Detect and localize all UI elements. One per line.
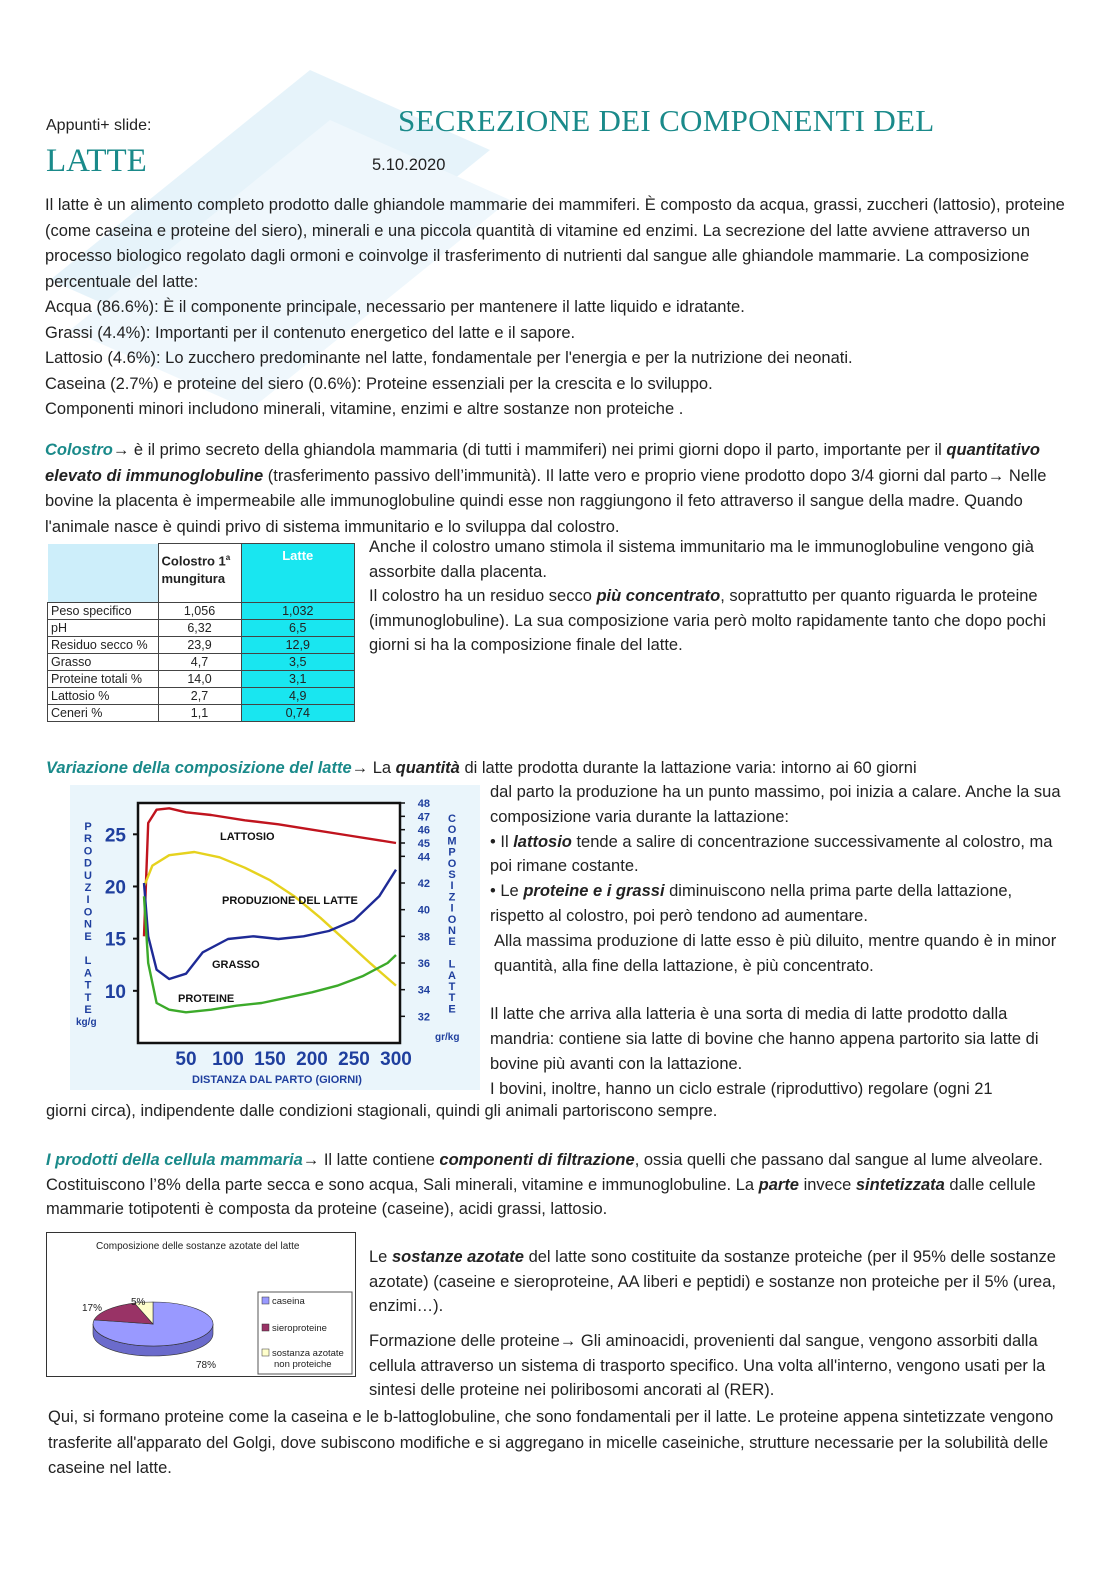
right-axis-letter: Z <box>448 891 456 904</box>
variazione-arrow: → <box>351 759 369 777</box>
x-tick-label: 200 <box>296 1049 328 1070</box>
intro-item-minor: Componenti minori includono minerali, vitamine, enzimi e altre sostanze non proteiche . <box>45 400 684 418</box>
left-axis-label <box>84 821 93 1016</box>
pie-title: Composizione delle sostanze azotate del latte <box>96 1241 300 1252</box>
variazione-heading: Variazione della composizione del latte <box>46 759 352 777</box>
lactation-chart <box>70 785 480 1090</box>
variazione-bullet-1: • Il lattosio tende a salire di concentrazione successivamente al colostro, ma poi rimane costante. <box>490 832 1053 876</box>
intro-item-fat: Grassi (4.4%): Importanti per il contenuto energetico del latte e il sapore. <box>45 323 576 342</box>
y-right-tick-label: 38 <box>417 931 430 944</box>
left-axis-letter: P <box>84 821 92 833</box>
series-label: PROTEINE <box>178 993 235 1005</box>
nitrogen-pie-chart <box>46 1232 356 1377</box>
left-axis-letter: T <box>84 991 92 1004</box>
right-axis-letter: I <box>450 880 454 893</box>
intro-paragraph: Il latte è un alimento completo prodotto dalle ghiandole mammarie dei mammiferi. È composto da acqua, grassi, zuccheri (lattosio), proteine (come caseina e proteine del siero), minerali e una piccola quantità di vitamine ed enzimi. La secrezione del latte avviene attraverso un processo biologico regolato dagli ormoni e coinvolge il trasferimento di nutrienti dal sangue alle ghiandole mammarie. La composizione percentuale del latte: <box>45 196 1065 291</box>
y-right-tick-label: 46 <box>417 824 430 837</box>
colostro-arrow: → <box>112 441 130 459</box>
x-tick-label: 300 <box>380 1049 412 1070</box>
intro-item-water: Acqua (86.6%): È il componente principale, necessario per mantenere il latte liquido e idratante. <box>45 298 745 316</box>
series-label: GRASSO <box>212 959 260 971</box>
table-header-latte: Latte <box>241 544 355 603</box>
colostro-side-2: Il colostro ha un residuo secco più concentrato, soprattutto per quanto riguarda le proteine (immunoglobuline). La sua composizione varia però molto rapidamente tanto che dopo pochi giorni si ha la composizione finale del latte. <box>369 587 1046 654</box>
y-left-tick-label: 10 <box>104 981 126 1003</box>
right-axis-letter: E <box>448 936 456 949</box>
azotate-paragraph: Le sostanze azotate del latte sono costituite da sostanze proteiche (per il 95% delle sostanze azotate) (caseine e sieroproteine, AA liberi e peptidi) e sostanze non proteiche per il 5% (urea, enzimi…). <box>369 1248 1056 1315</box>
y-right-tick-label: 40 <box>417 904 430 917</box>
right-axis-letter: I <box>450 902 454 915</box>
x-tick-label: 50 <box>175 1049 197 1070</box>
variazione-p3: Alla massima produzione di latte esso è più diluito, mentre quando è in minor quantità, alla fine della lattazione, è più concentrato. <box>494 931 1057 975</box>
composition-table <box>47 543 355 722</box>
variazione-text: dal parto la produzione ha un punto massimo, poi inizia a calare. Anche la sua composizione varia durante la lattazione: <box>490 783 1061 826</box>
series-label: LATTOSIO <box>220 831 275 843</box>
colostro-side-1: Anche il colostro umano stimola il sistema immunitario ma le immunoglobuline vengono già assorbite dalla placenta. <box>369 538 1034 581</box>
prodotti-heading: I prodotti della cellula mammaria <box>46 1151 303 1169</box>
left-axis-letter: O <box>83 845 93 858</box>
date: 5.10.2020 <box>372 156 446 174</box>
prodotti-paragraph: I prodotti della cellula mammaria→ Il latte contiene componenti di filtrazione, ossia quelli che passano dal sangue al lume alveolare. Costituiscono l’8% della parte secca e sono acqua, Sali minerali, vitamine e immunoglobuline. La parte invece sintetizzata dalle cellule mammarie totipotenti è composta da proteine (caseine), acidi grassi, lattosio. <box>46 1151 1043 1218</box>
right-axis-letter: P <box>448 846 456 859</box>
left-axis-letter: T <box>84 979 92 992</box>
series-label: PRODUZIONE DEL LATTE <box>222 895 358 907</box>
table-row: Peso specifico 1,056 1,032 <box>48 603 355 620</box>
pie-label: 78% <box>196 1360 217 1371</box>
variazione-p4: Il latte che arriva alla latteria è una sorta di media di latte prodotto dalla mandria: contiene sia latte di bovine che hanno appena partorito sia latte di bovine più avanti con la lattazione. <box>490 1005 1039 1073</box>
table-row: pH 6,32 6,5 <box>48 620 355 637</box>
table-header-colostro: Colostro 1$^a$ mungitura <box>158 544 241 603</box>
right-axis-letter: T <box>448 992 456 1005</box>
composition-table-wrapper <box>47 543 355 722</box>
left-axis-letter: R <box>84 833 92 846</box>
right-axis-letter: C <box>448 813 456 825</box>
x-tick-label: 250 <box>338 1049 370 1070</box>
y-right-tick-label: 32 <box>417 1011 430 1024</box>
y-right-tick-label: 36 <box>417 958 430 970</box>
colostro-text-3: (trasferimento passivo dell’immunità). Il latte vero e proprio viene prodotto dopo 3/4 giorni dal parto→ Nelle bovine la placenta è impermeabile alle immunoglobuline quindi esse non raggiungono il feto attraverso il sangue della madre. Quando l'animale nasce è quindi privo di sistema immunitario e lo sviluppa dal colostro. <box>45 466 1047 536</box>
x-axis-label: DISTANZA DAL PARTO (GIORNI) <box>192 1074 362 1086</box>
colostro-text-1: è il primo secreto della ghiandola mammaria (di tutti i mammiferi) nei primi giorni dopo il parto, importante per il <box>129 441 947 459</box>
table-header-row <box>48 544 355 603</box>
left-axis-letter: Z <box>84 882 92 894</box>
y-right-tick-label: 48 <box>417 798 430 810</box>
x-tick-label: 100 <box>212 1049 244 1070</box>
left-axis-letter: I <box>86 894 90 907</box>
right-axis-letter: A <box>448 969 456 982</box>
y-left-tick-label: 20 <box>104 877 126 899</box>
colostro-paragraph <box>45 438 1075 540</box>
left-axis-letter: N <box>84 918 92 931</box>
variazione-bullet-2: • Le proteine e i grassi diminuiscono nella prima parte della lattazione, rispetto al colostro, poi però tendono ad aumentare. <box>490 882 1013 925</box>
y-right-tick-label: 45 <box>417 838 430 850</box>
right-axis-letter: M <box>447 835 457 848</box>
right-axis-letter: L <box>448 958 456 971</box>
last-paragraph: Qui, si formano proteine come la caseina e le b-lattoglobuline, che sono fondamentali per il latte. Le proteine appena sintetizzate vengono trasferite all'apparato del Golgi, dove subiscono modifiche e si aggregano in micelle caseiniche, strutture necessarie per la solubilità delle caseine nel latte. <box>48 1408 1054 1477</box>
y-right-tick-label: 42 <box>417 878 430 890</box>
pie-label: 5% <box>131 1297 146 1308</box>
y-left-tick-label: 15 <box>104 929 126 951</box>
right-axis-letter: O <box>447 857 457 870</box>
right-axis-letter: O <box>447 913 457 926</box>
variazione-p5b: giorni circa), indipendente dalle condizioni stagionali, quindi gli animali partoriscono sempre. <box>46 1102 718 1120</box>
right-axis-unit: gr/kg <box>435 1032 460 1043</box>
colostro-heading: Colostro <box>45 441 113 459</box>
y-left-tick-label: 25 <box>104 825 126 847</box>
colostro-side-text <box>369 535 1069 658</box>
left-axis-letter: U <box>84 869 92 882</box>
table-row: Lattosio % 2,7 4,9 <box>48 688 355 705</box>
page-title-line2: LATTE <box>46 143 147 179</box>
legend-swatch <box>262 1297 269 1304</box>
right-axis-letter: S <box>448 869 456 881</box>
page-title-line1: SECREZIONE DEI COMPONENTI DEL <box>398 103 935 138</box>
legend-label: caseina <box>272 1296 305 1307</box>
left-axis-letter: L <box>84 955 92 968</box>
intro-item-casein: Caseina (2.7%) e proteine del siero (0.6%): Proteine essenziali per la crescita e lo sviluppo. <box>45 374 713 393</box>
variazione-text-first: di latte prodotta durante la lattazione varia: intorno ai 60 giorni <box>464 759 917 777</box>
left-axis-unit: kg/g <box>76 1017 97 1028</box>
y-right-tick-label: 34 <box>417 984 430 997</box>
x-tick-label: 150 <box>254 1049 286 1070</box>
legend-label: sostanza azotate <box>272 1348 344 1359</box>
left-axis-letter: O <box>83 906 93 919</box>
y-right-tick-label: 44 <box>417 851 430 864</box>
right-axis-letter: O <box>447 824 457 837</box>
right-axis-letter: E <box>448 1003 456 1016</box>
notes-label: Appunti+ slide: <box>46 117 152 134</box>
left-axis-letter: A <box>84 967 92 980</box>
legend-swatch <box>262 1349 269 1356</box>
left-axis-letter: E <box>84 1004 92 1016</box>
table-row: Ceneri % 1,1 0,74 <box>48 705 355 722</box>
legend-swatch <box>262 1324 269 1331</box>
variazione-right-col <box>490 756 1062 781</box>
left-axis-letter: D <box>84 857 92 870</box>
colostro-bold: quantitativo elevato di immunoglobuline <box>45 441 1040 485</box>
formazione-paragraph: Formazione delle proteine→ Gli aminoacidi, provenienti dal sangue, vengono assorbiti dalla cellula attraverso un sistema di trasporto specifico. Una volta all'interno, vengono usati per la sintesi delle proteine nei poliribosomi ancorati al (RER). <box>369 1332 1046 1399</box>
right-axis-letter: T <box>448 981 456 993</box>
variazione-p5a: I bovini, inoltre, hanno un ciclo estrale (riproduttivo) regolare (ogni 21 <box>490 1079 993 1098</box>
right-axis-label <box>447 813 456 1015</box>
left-axis-letter: E <box>84 930 92 943</box>
legend-label: sieroproteine <box>272 1323 327 1334</box>
table-row: Grasso 4,7 3,5 <box>48 654 355 671</box>
intro-section <box>45 193 1080 423</box>
variazione-heading-line: Variazione della composizione del latte→ La quantità di latte prodotta durante la lattazione varia: intorno ai 60 giorni <box>46 759 917 777</box>
pie-label: 17% <box>82 1303 103 1314</box>
variazione-body <box>490 780 1062 1102</box>
intro-item-lactose: Lattosio (4.6%): Lo zucchero predominante nel latte, fondamentale per l'energia e per la nutrizione dei neonati. <box>45 349 853 367</box>
table-row: Residuo secco % 23,9 12,9 <box>48 637 355 654</box>
legend-label-cont: non proteiche <box>274 1359 332 1370</box>
table-row: Proteine totali % 14,0 3,1 <box>48 671 355 688</box>
y-right-tick-label: 47 <box>417 811 430 824</box>
right-axis-letter: N <box>448 925 456 937</box>
